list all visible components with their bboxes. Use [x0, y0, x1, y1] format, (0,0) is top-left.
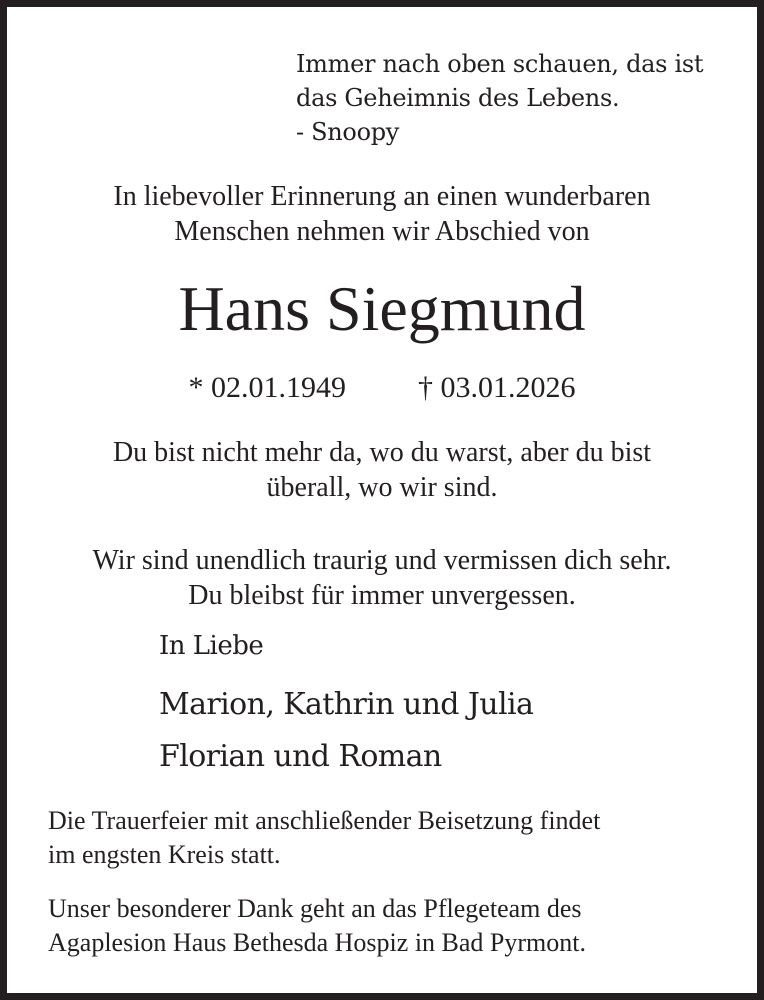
verse-grief	[7, 543, 757, 613]
intro-line: Menschen nehmen wir Abschied von	[174, 216, 590, 247]
notice-line: im engsten Kreis statt.	[48, 840, 281, 869]
verse-line: Du bleibst für immer unvergessen.	[188, 580, 576, 611]
verse-line: Du bist nicht mehr da, wo du warst, aber du bist	[112, 437, 652, 468]
snoopy-quote	[296, 47, 703, 149]
intro-text	[7, 179, 757, 249]
quote-line: Immer nach oben schauen, das ist	[296, 50, 704, 78]
intro-line: In liebevoller Erinnerung an einen wunderbaren	[113, 181, 651, 212]
obituary-notice	[7, 7, 757, 993]
verse-line: Wir sind unendlich traurig und vermissen dich sehr.	[92, 545, 672, 576]
notice-line: Unser besonderer Dank geht an das Pflegeteam des	[48, 894, 582, 923]
quote-attribution: - Snoopy	[296, 118, 400, 146]
verse-presence	[7, 435, 757, 505]
notice-line: Agaplesion Haus Bethesda Hospiz in Bad Pyrmont.	[48, 928, 586, 957]
thanks-notice	[48, 892, 586, 960]
in-love-label: In Liebe	[159, 631, 264, 661]
life-dates	[7, 370, 757, 406]
mourners-list	[159, 679, 533, 783]
death-date: † 03.01.2026	[418, 371, 576, 404]
funeral-notice	[48, 804, 600, 872]
verse-line: überall, wo wir sind.	[266, 472, 498, 503]
mourner-line: Florian und Roman	[159, 739, 442, 774]
birth-date: * 02.01.1949	[188, 371, 346, 404]
quote-line: das Geheimnis des Lebens.	[296, 84, 620, 112]
mourner-line: Marion, Kathrin und Julia	[159, 687, 534, 722]
notice-line: Die Trauerfeier mit anschließender Beisetzung findet	[48, 806, 601, 835]
deceased-name: Hans Siegmund	[178, 273, 586, 344]
